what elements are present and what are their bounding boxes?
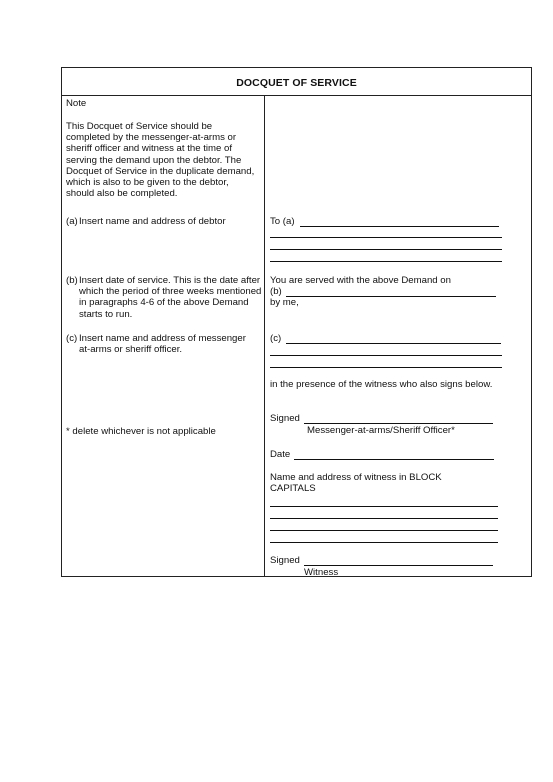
officer-name-line[interactable] (286, 343, 501, 344)
service-date-line[interactable] (286, 296, 496, 297)
signed-label: Signed (270, 413, 300, 424)
c-label: (c) (270, 333, 282, 344)
signing-date-line[interactable] (294, 459, 494, 460)
delete-note: * delete whichever is not applicable (66, 426, 216, 437)
form-title: DOCQUET OF SERVICE (236, 77, 357, 89)
witness-line-1[interactable] (270, 506, 498, 507)
item-b-label: (b) (66, 275, 78, 286)
item-c-label: (c) (66, 333, 78, 344)
to-label: To (a) (270, 216, 295, 227)
column-divider (264, 96, 265, 576)
item-b-text: Insert date of service. This is the date after which the period of three weeks mentioned in paragraphs 4-6 of the above Demand starts to run. (79, 275, 262, 320)
officer-address-line-1[interactable] (270, 355, 502, 356)
witness-line-3[interactable] (270, 530, 498, 531)
debtor-name-line[interactable] (300, 226, 499, 227)
title-row (62, 68, 531, 96)
officer-caption: Messenger-at-arms/Sheriff Officer* (307, 425, 455, 436)
witness-line-2[interactable] (270, 518, 498, 519)
witness-caption: Witness (304, 567, 339, 578)
item-a-text: Insert name and address of debtor (79, 216, 226, 227)
debtor-address-line-1[interactable] (270, 237, 502, 238)
item-a-label: (a) (66, 216, 78, 227)
docquet-form (61, 67, 532, 577)
witness-signature-line[interactable] (304, 565, 493, 566)
officer-address-line-2[interactable] (270, 367, 502, 368)
b-label: (b) (270, 286, 282, 297)
witness-name-label: Name and address of witness in BLOCK CAPITALS (270, 472, 442, 495)
signed-label-2: Signed (270, 555, 300, 566)
by-me-text: by me, (270, 297, 299, 308)
debtor-address-line-3[interactable] (270, 261, 502, 262)
witness-line-4[interactable] (270, 542, 498, 543)
item-c-text: Insert name and address of messenger at-arms or sheriff officer. (79, 333, 246, 356)
officer-signature-line[interactable] (304, 423, 493, 424)
note-text: This Docquet of Service should be completed by the messenger-at-arms or sheriff officer and witness at the time of serving the demand upon the debtor. The Docquet of Service in the duplicate demand, which is also to be given to the debtor, should also be completed. (66, 121, 255, 200)
note-heading: Note (66, 98, 87, 109)
debtor-address-line-2[interactable] (270, 249, 502, 250)
date-label: Date (270, 449, 291, 460)
presence-text: in the presence of the witness who also signs below. (270, 379, 493, 390)
served-text: You are served with the above Demand on (270, 275, 451, 286)
